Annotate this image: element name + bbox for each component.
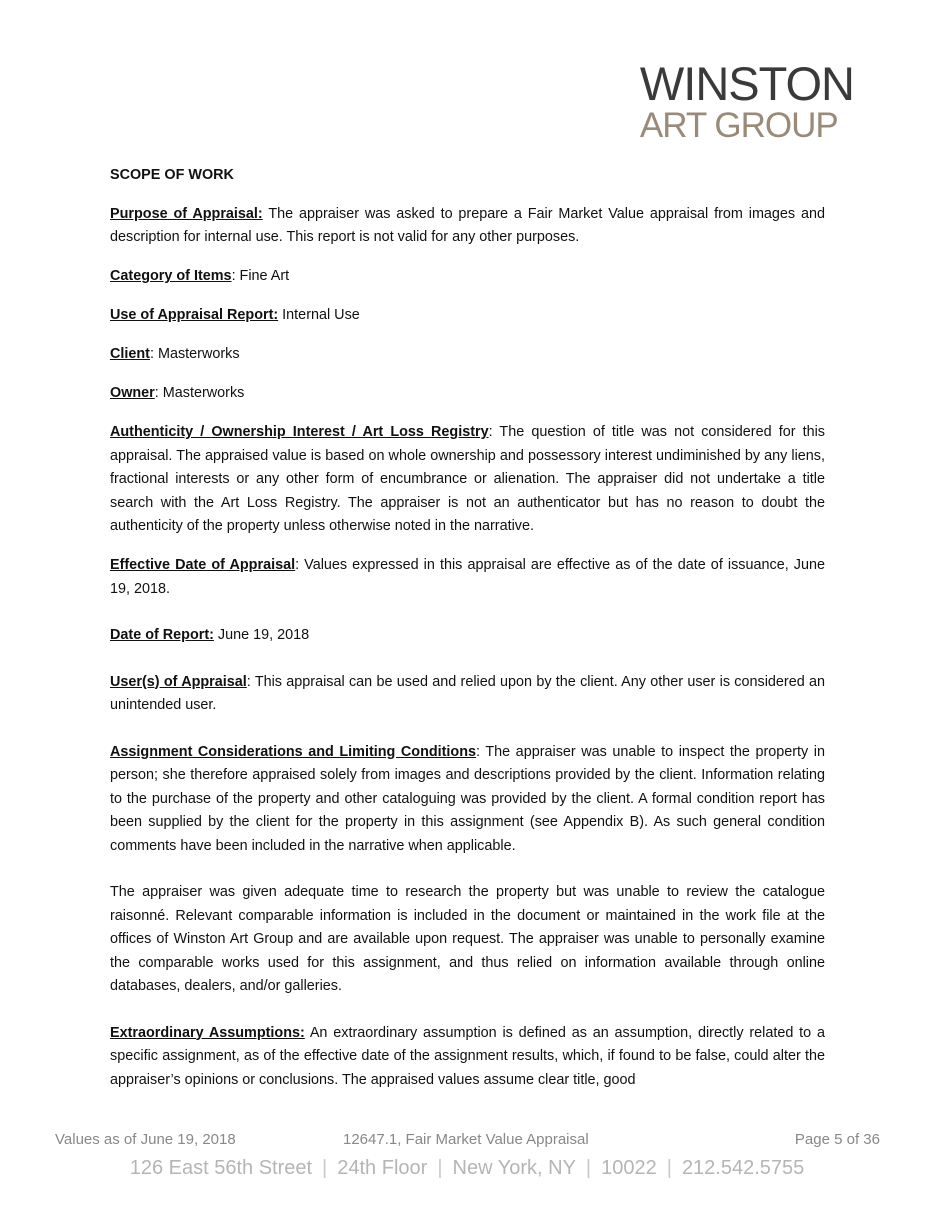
footer-address xyxy=(0,1157,934,1180)
paragraph-client xyxy=(110,343,825,367)
section-heading: SCOPE OF WORK xyxy=(110,167,234,183)
label-client: Client xyxy=(110,346,150,362)
page-number: Page 5 of 36 xyxy=(794,1131,880,1148)
text-users: : This appraisal can be used and relied upon by the client. Any other user is considered an unintended user. xyxy=(110,673,825,713)
paragraph-use xyxy=(110,304,825,328)
label-purpose: Purpose of Appraisal: xyxy=(110,205,263,222)
text-research: The appraiser was given adequate time to research the property but was unable to review the catalogue raisonné. Relevant comparable information is included in the document or maintained in the work file at the offices of Winston Art Group and are available upon request. The appraiser was unable to personally examine the comparable works used for this assignment, and thus relied on information available through online databases, dealers, and/or galleries. xyxy=(110,884,825,994)
address-phone: 212.542.5755 xyxy=(681,1157,805,1179)
address-floor: 24th Floor xyxy=(337,1157,428,1179)
address-city: New York, NY xyxy=(452,1157,576,1179)
paragraph-date-of-report xyxy=(110,624,825,648)
text-client: : Masterworks xyxy=(149,346,240,362)
paragraph-owner xyxy=(110,382,825,406)
paragraph-category xyxy=(110,265,825,289)
paragraph-authenticity xyxy=(110,421,825,539)
divider: | xyxy=(322,1157,328,1179)
label-assignment: Assignment Considerations and Limiting Conditions xyxy=(110,743,477,760)
address-zip: 10022 xyxy=(601,1157,657,1179)
text-extraordinary: An extraordinary assumption is defined as an assumption, directly related to a specific assignment, as of the effective date of the assignment results, which, if found to be false, could alter the appraiser’s opinions or conclusions. The appraised values assume clear title, good xyxy=(110,1024,825,1088)
logo-line-1: WINSTON xyxy=(639,57,854,110)
text-authenticity: : The question of title was not considered for this appraisal. The appraised value is based on whole ownership and possessory interest undiminished by any liens, fractional interests or any other form of encumbrance or alienation. The appraiser did not undertake a title search with the Art Loss Registry. The appraiser is not an authenticator but has no reason to doubt the authenticity of the property unless otherwise noted in the narrative. xyxy=(110,424,825,534)
text-use: Internal Use xyxy=(278,307,360,323)
label-category: Category of Items xyxy=(110,268,232,284)
text-effective-date: : Values expressed in this appraisal are effective as of the date of issuance, June 19, 2018. xyxy=(110,557,825,597)
label-users: User(s) of Appraisal xyxy=(110,673,247,690)
label-date-of-report: Date of Report: xyxy=(110,627,214,643)
text-assignment: : The appraiser was unable to inspect the property in person; she therefore appraised solely from images and descriptions provided by the client. Information relating to the purchase of the property and other cataloguing was provided by the client. A formal condition report has been supplied by the client for the property in this assignment (see Appendix B). As such general condition comments have been included in the narrative when applicable. xyxy=(110,743,825,854)
company-logo xyxy=(639,57,854,145)
paragraph-purpose xyxy=(110,203,825,250)
divider: | xyxy=(666,1157,672,1179)
paragraph-research xyxy=(110,881,825,999)
label-use: Use of Appraisal Report: xyxy=(110,307,279,323)
paragraph-users xyxy=(110,671,825,718)
text-category: : Fine Art xyxy=(231,268,290,284)
divider: | xyxy=(585,1157,592,1179)
logo-line-2: ART GROUP xyxy=(639,106,838,145)
page-footer xyxy=(55,1131,880,1153)
paragraph-extraordinary xyxy=(110,1022,825,1093)
text-owner: : Masterworks xyxy=(154,385,245,401)
document-body xyxy=(110,164,825,1108)
text-purpose: The appraiser was asked to prepare a Fair Market Value appraisal from images and description for internal use. This report is not valid for any other purposes. xyxy=(110,205,826,245)
paragraph-effective-date xyxy=(110,554,825,601)
footer-report-title: 12647.1, Fair Market Value Appraisal xyxy=(343,1131,589,1148)
text-date-of-report: June 19, 2018 xyxy=(213,627,310,643)
address-street: 126 East 56th Street xyxy=(129,1157,313,1179)
footer-values-date: Values as of June 19, 2018 xyxy=(55,1131,236,1148)
divider: | xyxy=(437,1157,443,1179)
label-extraordinary: Extraordinary Assumptions: xyxy=(110,1024,305,1041)
paragraph-assignment xyxy=(110,741,825,859)
label-owner: Owner xyxy=(110,385,155,401)
label-authenticity: Authenticity / Ownership Interest / Art Loss Registry xyxy=(110,424,489,440)
label-effective-date: Effective Date of Appraisal xyxy=(110,557,296,573)
